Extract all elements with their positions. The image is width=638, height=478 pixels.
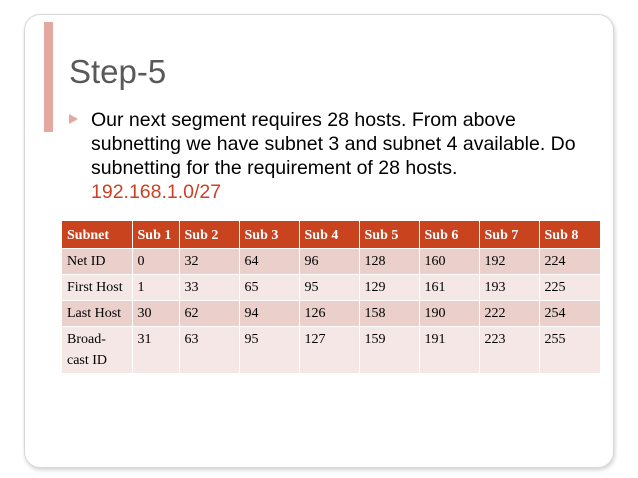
table-cell: 127 [299, 327, 359, 374]
table-cell: 95 [239, 327, 299, 374]
table-cell: 129 [359, 275, 419, 301]
table-row [62, 327, 600, 374]
table-header-row [62, 221, 600, 249]
bullet-icon [69, 114, 78, 124]
row-label: First Host [62, 275, 132, 301]
subnet-table [62, 221, 601, 374]
table-cell: 64 [239, 249, 299, 275]
table-cell: 192 [479, 249, 539, 275]
row-label: Last Host [62, 301, 132, 327]
header-cell: Subnet [62, 221, 132, 249]
row-label: Broad-cast ID [62, 327, 132, 374]
table-cell: 254 [539, 301, 600, 327]
accent-bar [44, 22, 53, 132]
table-cell: 159 [359, 327, 419, 374]
table-cell: 128 [359, 249, 419, 275]
table-row [62, 301, 600, 327]
header-cell: Sub 2 [179, 221, 239, 249]
header-cell: Sub 6 [419, 221, 479, 249]
table-cell: 224 [539, 249, 600, 275]
table-cell: 63 [179, 327, 239, 374]
header-cell: Sub 1 [132, 221, 179, 249]
header-cell: Sub 5 [359, 221, 419, 249]
table-row [62, 249, 600, 275]
table-cell: 222 [479, 301, 539, 327]
table-cell: 160 [419, 249, 479, 275]
table-cell: 126 [299, 301, 359, 327]
table-cell: 33 [179, 275, 239, 301]
network-address-highlight: 192.168.1.0/27 [91, 181, 222, 203]
table-cell: 0 [132, 249, 179, 275]
table-cell: 30 [132, 301, 179, 327]
table-row [62, 275, 600, 301]
table-cell: 191 [419, 327, 479, 374]
table-cell: 94 [239, 301, 299, 327]
table-cell: 190 [419, 301, 479, 327]
table-cell: 193 [479, 275, 539, 301]
table-cell: 223 [479, 327, 539, 374]
table-cell: 31 [132, 327, 179, 374]
table-cell: 225 [539, 275, 600, 301]
table-cell: 96 [299, 249, 359, 275]
header-cell: Sub 7 [479, 221, 539, 249]
slide-title: Step-5 [69, 53, 167, 90]
table-cell: 1 [132, 275, 179, 301]
bullet-paragraph [69, 108, 605, 204]
header-cell: Sub 8 [539, 221, 600, 249]
table-cell: 32 [179, 249, 239, 275]
table-cell: 62 [179, 301, 239, 327]
table-cell: 161 [419, 275, 479, 301]
header-cell: Sub 4 [299, 221, 359, 249]
row-label: Net ID [62, 249, 132, 275]
table-cell: 158 [359, 301, 419, 327]
table-cell: 95 [299, 275, 359, 301]
table-cell: 65 [239, 275, 299, 301]
bullet-text-block [91, 108, 605, 204]
bullet-text: Our next segment requires 28 hosts. From above subnetting we have subnet 3 and subnet 4 available. Do subnetting for the requirement of 28 hosts. [91, 109, 576, 179]
header-cell: Sub 3 [239, 221, 299, 249]
table-cell: 255 [539, 327, 600, 374]
